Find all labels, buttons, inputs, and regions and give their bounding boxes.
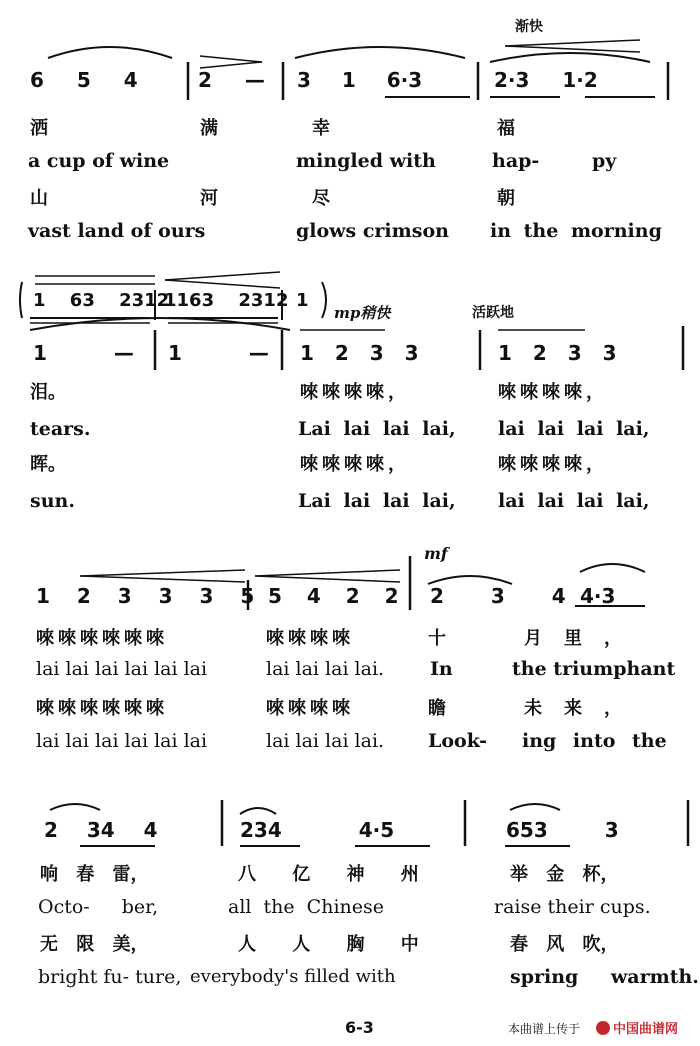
- lyric-en: the triumphant: [512, 658, 676, 680]
- page-number: 6-3: [345, 1018, 374, 1037]
- site-logo[interactable]: [596, 1021, 678, 1036]
- lyric-en: all the Chinese: [228, 896, 385, 918]
- lyric-cn: 唻唻唻唻唻唻: [36, 698, 168, 719]
- lyric-cn: 唻唻唻唻: [266, 628, 354, 649]
- measure-1: 2 34 4: [44, 818, 158, 842]
- lyric-en: lai lai lai lai,: [498, 418, 650, 440]
- lyric-cn: 人 人 胸 中: [238, 934, 419, 955]
- lyric-cn: 唻唻唻唻: [266, 698, 354, 719]
- lyric-cn: 唻唻唻唻，: [300, 454, 410, 475]
- lyric-cn: 唻唻唻唻，: [498, 382, 608, 403]
- lyric-en: tears.: [30, 418, 91, 440]
- lyric-en: py: [592, 150, 617, 172]
- lyric-en: Lai lai lai lai,: [298, 490, 456, 512]
- upper-measure-1: 1 63 2312: [33, 290, 170, 311]
- lyric-en: ing into the: [522, 730, 667, 752]
- lyric-en: everybody's filled with: [190, 966, 396, 987]
- lyric-en: Look-: [428, 730, 487, 752]
- lyric-en: lai lai lai lai lai lai: [36, 730, 208, 752]
- upload-note: 本曲谱上传于: [508, 1022, 581, 1036]
- measure-3: 653 3: [506, 818, 619, 842]
- lyric-cn: 泪。: [30, 382, 66, 403]
- lyric-cn: 唻唻唻唻，: [498, 454, 608, 475]
- expression-mark: 活跃地: [472, 305, 514, 321]
- lyric-en: glows crimson: [296, 220, 449, 242]
- measure-4: 2·3 1·2: [494, 68, 598, 92]
- lyric-cn: 晖。: [30, 454, 66, 475]
- measure-3: 1 2 3 3: [300, 341, 419, 365]
- lyric-cn: 尽: [312, 188, 330, 209]
- lyric-cn: 满: [200, 118, 218, 139]
- lyric-en: mingled with: [296, 150, 436, 172]
- lyric-cn: 无 限 美，: [40, 934, 149, 955]
- measure-2: 2 —: [198, 68, 265, 92]
- logo-text: 中国曲谱网: [613, 1022, 679, 1037]
- lyric-en: a cup of wine: [28, 150, 170, 172]
- slur: [48, 47, 172, 58]
- lyric-cn: 山: [30, 188, 48, 209]
- lyric-en: bright fu- ture,: [38, 966, 182, 988]
- dynamic-mark: mf: [424, 544, 448, 563]
- lyric-en: In: [430, 658, 453, 680]
- measure-4: 4·3: [580, 584, 616, 608]
- lyric-cn: 朝: [497, 188, 515, 209]
- lyric-en: hap-: [492, 150, 540, 172]
- lyric-cn: 举 金 杯，: [510, 864, 619, 885]
- lyric-cn: 未来，: [524, 698, 644, 719]
- lyric-en: Octo- ber,: [38, 896, 159, 918]
- lyric-cn: 河: [200, 188, 218, 209]
- lyric-en: lai lai lai lai,: [498, 490, 650, 512]
- lyric-cn: 十: [428, 628, 446, 649]
- lyric-cn: 春 风 吹，: [510, 934, 619, 955]
- tempo-mark: 渐快: [515, 19, 543, 35]
- lyric-en: spring warmth.: [510, 966, 699, 988]
- lyric-en: Lai lai lai lai,: [298, 418, 456, 440]
- measure-1: 6 5 4: [30, 68, 138, 92]
- measure-2: 234 4·5: [240, 818, 395, 842]
- upper-measure-3: 1: [296, 290, 309, 311]
- lyric-cn: 响 春 雷，: [40, 864, 149, 885]
- lyric-en: sun.: [30, 490, 75, 512]
- lyric-en: lai lai lai lai.: [266, 658, 385, 680]
- lyric-cn: 福: [497, 118, 515, 139]
- lyric-cn: 幸: [312, 118, 330, 139]
- lyric-cn: 八 亿 神 州: [238, 864, 419, 885]
- measure-2: 5 4 2 2: [268, 584, 399, 608]
- upper-measure-2: 1163 2312: [164, 290, 289, 311]
- lyric-en: vast land of ours: [28, 220, 206, 242]
- lyric-en: in the morning: [490, 220, 662, 242]
- logo-icon: [596, 1021, 610, 1035]
- lyric-cn: 瞻: [428, 698, 446, 719]
- lyric-cn: 洒: [30, 118, 48, 139]
- measure-3: 3 1 6·3: [297, 68, 423, 92]
- measure-4: 1 2 3 3: [498, 341, 617, 365]
- measure-2: 1 —: [168, 341, 269, 365]
- dynamic-mark: mp稍快: [334, 304, 391, 322]
- lyric-cn: 唻唻唻唻唻唻: [36, 628, 168, 649]
- measure-1: 1 —: [33, 341, 134, 365]
- lyric-cn: 唻唻唻唻，: [300, 382, 410, 403]
- measure-3: 2 3 4: [430, 584, 566, 608]
- lyric-en: raise their cups.: [494, 896, 651, 918]
- lyric-en: lai lai lai lai.: [266, 730, 385, 752]
- measure-1: 1 2 3 3 3 5: [36, 584, 255, 608]
- lyric-cn: 月里，: [524, 628, 644, 649]
- lyric-en: lai lai lai lai lai lai: [36, 658, 208, 680]
